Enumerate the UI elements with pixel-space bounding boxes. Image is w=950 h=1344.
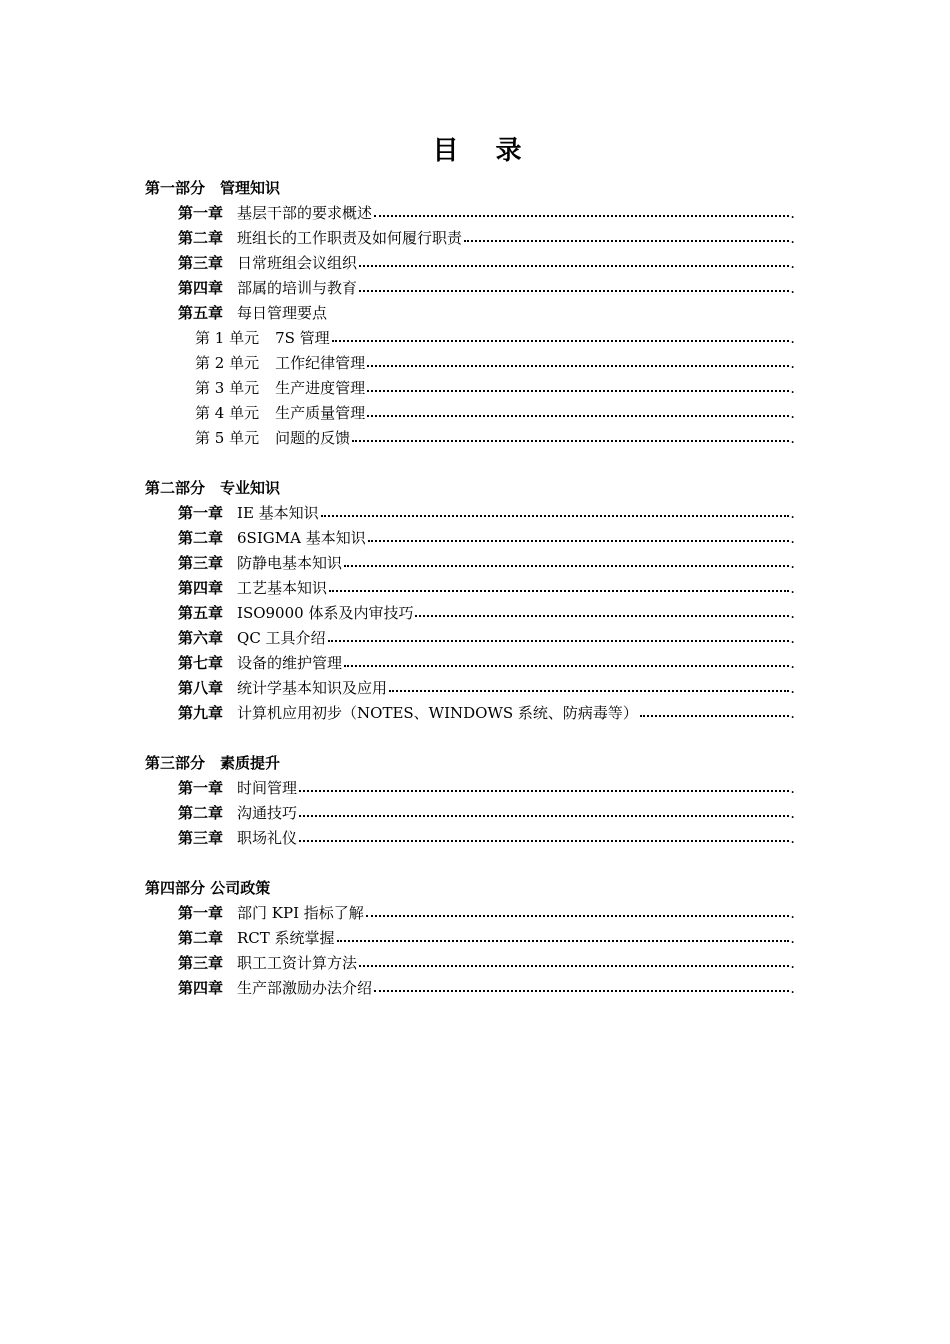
- toc-chapter-entry[interactable]: [145, 301, 795, 326]
- entry-label: 第 2 单元: [195, 354, 260, 372]
- entry-label: 第三章: [178, 554, 224, 572]
- entry-title: 工作纪律管理: [275, 354, 366, 372]
- toc-chapter-entry[interactable]: [145, 901, 795, 926]
- toc-chapter-entry[interactable]: [145, 576, 795, 601]
- entry-title: 计算机应用初步（NOTES、WINDOWS 系统、防病毒等）: [237, 704, 638, 722]
- dot-leader: [368, 540, 789, 542]
- entry-title: IE 基本知识: [237, 504, 319, 522]
- entry-title: 部属的培训与教育: [237, 279, 358, 297]
- entry-label: 第二章: [178, 929, 224, 947]
- dot-leader: [359, 265, 789, 267]
- leader-end-mark: .: [790, 579, 795, 597]
- leader-end-mark: .: [790, 429, 795, 447]
- toc-chapter-entry[interactable]: [145, 601, 795, 626]
- entry-title: 7S 管理: [275, 329, 330, 347]
- entry-title: 6SIGMA 基本知识: [237, 529, 366, 547]
- dot-leader: [359, 965, 789, 967]
- dot-leader: [367, 390, 789, 392]
- toc-chapter-entry[interactable]: [145, 526, 795, 551]
- entry-label: 第二章: [178, 229, 224, 247]
- entry-title: 基层干部的要求概述: [237, 204, 373, 222]
- toc-chapter-entry[interactable]: [145, 626, 795, 651]
- dot-leader: [367, 365, 789, 367]
- dot-leader: [332, 340, 789, 342]
- toc-unit-entry[interactable]: [145, 326, 795, 351]
- entry-title: 每日管理要点: [237, 304, 328, 322]
- toc-chapter-entry[interactable]: [145, 201, 795, 226]
- toc-part: [145, 751, 795, 851]
- dot-leader: [464, 240, 789, 242]
- entry-title: QC 工具介绍: [237, 629, 326, 647]
- toc-title: 目 录: [432, 136, 536, 166]
- dot-leader: [640, 715, 789, 717]
- leader-end-mark: .: [790, 629, 795, 647]
- part-heading: 第三部分 素质提升: [145, 754, 281, 772]
- leader-end-mark: .: [790, 354, 795, 372]
- toc-chapter-entry[interactable]: [145, 926, 795, 951]
- leader-end-mark: .: [790, 779, 795, 797]
- toc-part: [145, 476, 795, 726]
- entry-title: 工艺基本知识: [237, 579, 328, 597]
- table-of-contents: [145, 176, 795, 1001]
- entry-label: 第二章: [178, 804, 224, 822]
- entry-title: 生产部激励办法介绍: [237, 979, 373, 997]
- entry-label: 第六章: [178, 629, 224, 647]
- leader-end-mark: .: [790, 704, 795, 722]
- entry-title: 沟通技巧: [237, 804, 298, 822]
- leader-end-mark: .: [790, 929, 795, 947]
- toc-chapter-entry[interactable]: [145, 976, 795, 1001]
- toc-chapter-entry[interactable]: [145, 251, 795, 276]
- toc-unit-entry[interactable]: [145, 426, 795, 451]
- toc-unit-entry[interactable]: [145, 401, 795, 426]
- dot-leader: [337, 940, 789, 942]
- dot-leader: [415, 615, 789, 617]
- entry-label: 第 1 单元: [195, 329, 260, 347]
- entry-title: 生产进度管理: [275, 379, 366, 397]
- dot-leader: [374, 215, 789, 217]
- leader-end-mark: .: [790, 229, 795, 247]
- entry-label: 第八章: [178, 679, 224, 697]
- part-heading: 第四部分 公司政策: [145, 879, 271, 897]
- dot-leader: [359, 290, 789, 292]
- leader-end-mark: .: [790, 529, 795, 547]
- toc-chapter-entry[interactable]: [145, 226, 795, 251]
- toc-chapter-entry[interactable]: [145, 501, 795, 526]
- toc-unit-entry[interactable]: [145, 351, 795, 376]
- leader-end-mark: .: [790, 379, 795, 397]
- dot-leader: [344, 565, 789, 567]
- entry-title: 问题的反馈: [275, 429, 351, 447]
- entry-label: 第七章: [178, 654, 224, 672]
- entry-label: 第 5 单元: [195, 429, 260, 447]
- toc-chapter-entry[interactable]: [145, 651, 795, 676]
- entry-label: 第一章: [178, 504, 224, 522]
- leader-end-mark: .: [790, 679, 795, 697]
- dot-leader: [352, 440, 789, 442]
- entry-title: ISO9000 体系及内审技巧: [237, 604, 414, 622]
- toc-chapter-entry[interactable]: [145, 776, 795, 801]
- entry-label: 第九章: [178, 704, 224, 722]
- entry-label: 第一章: [178, 204, 224, 222]
- leader-end-mark: .: [790, 804, 795, 822]
- toc-chapter-entry[interactable]: [145, 826, 795, 851]
- entry-title: 生产质量管理: [275, 404, 366, 422]
- entry-label: 第一章: [178, 779, 224, 797]
- leader-end-mark: .: [790, 904, 795, 922]
- entry-title: 班组长的工作职责及如何履行职责: [237, 229, 463, 247]
- entry-label: 第 4 单元: [195, 404, 260, 422]
- dot-leader: [367, 415, 789, 417]
- leader-end-mark: .: [790, 279, 795, 297]
- dot-leader: [389, 690, 789, 692]
- leader-end-mark: .: [790, 404, 795, 422]
- toc-chapter-entry[interactable]: [145, 276, 795, 301]
- toc-chapter-entry[interactable]: [145, 801, 795, 826]
- dot-leader: [299, 840, 789, 842]
- leader-end-mark: .: [790, 979, 795, 997]
- dot-leader: [299, 815, 789, 817]
- toc-chapter-entry[interactable]: [145, 676, 795, 701]
- entry-label: 第三章: [178, 254, 224, 272]
- part-heading: 第一部分 管理知识: [145, 179, 281, 197]
- entry-label: 第四章: [178, 979, 224, 997]
- toc-chapter-entry[interactable]: [145, 551, 795, 576]
- entry-label: 第 3 单元: [195, 379, 260, 397]
- entry-label: 第五章: [178, 304, 224, 322]
- entry-label: 第四章: [178, 579, 224, 597]
- leader-end-mark: .: [790, 554, 795, 572]
- part-heading: 第二部分 专业知识: [145, 479, 281, 497]
- leader-end-mark: .: [790, 829, 795, 847]
- dot-leader: [299, 790, 789, 792]
- entry-title: 职场礼仪: [237, 829, 298, 847]
- leader-end-mark: .: [790, 604, 795, 622]
- leader-end-mark: .: [790, 254, 795, 272]
- dot-leader: [344, 665, 789, 667]
- toc-part: [145, 176, 795, 451]
- entry-label: 第五章: [178, 604, 224, 622]
- entry-label: 第三章: [178, 829, 224, 847]
- toc-chapter-entry[interactable]: [145, 951, 795, 976]
- entry-title: 防静电基本知识: [237, 554, 343, 572]
- entry-title: 职工工资计算方法: [237, 954, 358, 972]
- entry-label: 第四章: [178, 279, 224, 297]
- entry-title: 统计学基本知识及应用: [237, 679, 388, 697]
- entry-title: 日常班组会议组织: [237, 254, 358, 272]
- dot-leader: [374, 990, 789, 992]
- entry-title: 时间管理: [237, 779, 298, 797]
- entry-label: 第一章: [178, 904, 224, 922]
- entry-title: RCT 系统掌握: [237, 929, 335, 947]
- entry-title: 部门 KPI 指标了解: [237, 904, 364, 922]
- toc-unit-entry[interactable]: [145, 376, 795, 401]
- entry-label: 第二章: [178, 529, 224, 547]
- dot-leader: [366, 915, 789, 917]
- dot-leader: [329, 590, 789, 592]
- dot-leader: [321, 515, 789, 517]
- dot-leader: [328, 640, 789, 642]
- leader-end-mark: .: [790, 329, 795, 347]
- leader-end-mark: .: [790, 204, 795, 222]
- toc-chapter-entry[interactable]: [145, 701, 795, 726]
- entry-label: 第三章: [178, 954, 224, 972]
- leader-end-mark: .: [790, 954, 795, 972]
- toc-part: [145, 876, 795, 1001]
- leader-end-mark: .: [790, 504, 795, 522]
- entry-title: 设备的维护管理: [237, 654, 343, 672]
- leader-end-mark: .: [790, 654, 795, 672]
